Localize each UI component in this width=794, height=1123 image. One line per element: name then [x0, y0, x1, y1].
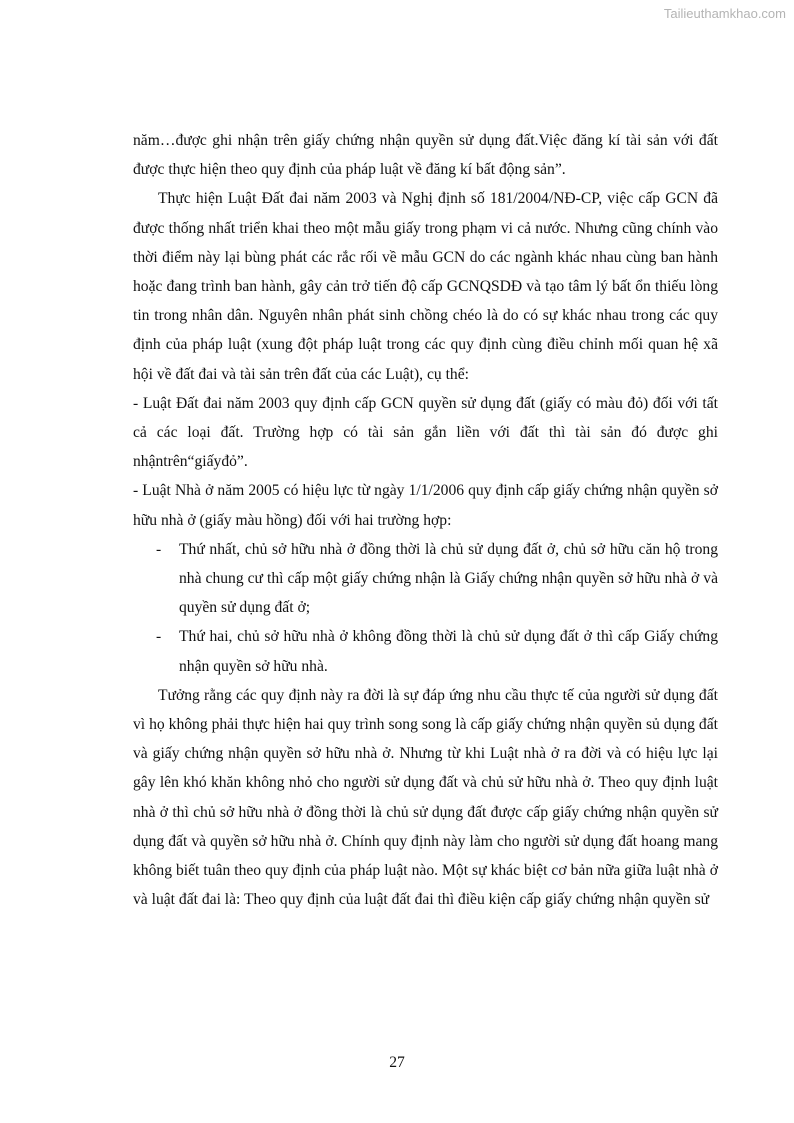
document-body [133, 126, 718, 914]
paragraph-2: Thực hiện Luật Đất đai năm 2003 và Nghị định số 181/2004/NĐ-CP, việc cấp GCN đã được thống nhất triển khai theo một mẫu giấy trong phạm vi cả nước. Nhưng cũng chính vào thời điểm này lại bùng phát các rắc rối về mẫu GCN do các ngành khác nhau cùng ban hành hoặc đang trình ban hành, gây cản trở tiến độ cấp GCNQSDĐ và tạo tâm lý bất ổn thiếu lòng tin trong nhân dân. Nguyên nhân phát sinh chồng chéo là do có sự khác nhau trong các quy định của pháp luật (xung đột pháp luật trong các quy định cùng điều chỉnh mối quan hệ xã hội về đất đai và tài sản trên đất của các Luật), cụ thể: [133, 190, 718, 383]
paragraph-land-law: - Luật Đất đai năm 2003 quy định cấp GCN quyền sử dụng đất (giấy có màu đỏ) đối với tất cả các loại đất. Trường hợp có tài sản gắn liền với đất thì tài sản đó được ghi nhậntrên“giấyđỏ”. [133, 394, 718, 471]
paragraph-1: năm…được ghi nhận trên giấy chứng nhận quyền sử dụng đất.Việc đăng kí tài sản với đất được thực hiện theo quy định của pháp luật về đăng kí bất động sản”. [133, 132, 718, 179]
bullet-text: Thứ nhất, chủ sở hữu nhà ở đồng thời là chủ sử dụng đất ở, chủ sở hữu căn hộ trong nhà chung cư thì cấp một giấy chứng nhận là Giấy chứng nhận quyền sở hữu nhà ở và quyền sử dụng đất ở; [179, 540, 718, 617]
bullet-item-first [133, 535, 718, 623]
page-number: 27 [389, 1054, 405, 1071]
paragraph-housing-law: - Luật Nhà ở năm 2005 có hiệu lực từ ngày 1/1/2006 quy định cấp giấy chứng nhận quyền sở hữu nhà ở (giấy màu hồng) đối với hai trường hợp: [133, 482, 718, 529]
bullet-item-second [133, 622, 718, 680]
paragraph-last: Tưởng rằng các quy định này ra đời là sự đáp ứng nhu cầu thực tế của người sử dụng đất vì họ không phải thực hiện hai quy trình song song là cấp giấy chứng nhận quyền sủ dụng đất và giấy chứng nhận quyền sở hữu nhà ở. Nhưng từ khi Luật nhà ở ra đời và có hiệu lực lại gây lên khó khăn không nhỏ cho người sử dụng đất và chủ sử hữu nhà ở. Theo quy định luật nhà ở thì chủ sở hữu nhà ở đồng thời là chủ sử dụng đất được cấp giấy chứng nhận quyền sử dụng đất và quyền sở hữu nhà ở. Chính quy định này làm cho người sử dụng đất hoang mang không biết tuân theo quy định của pháp luật nào. Một sự khác biệt cơ bản nữa giữa luật nhà ở và luật đất đai là: Theo quy định của luật đất đai thì điều kiện cấp giấy chứng nhận quyền sử [133, 686, 718, 909]
bullet-text: Thứ hai, chủ sở hữu nhà ở không đồng thời là chủ sử dụng đất ở thì cấp Giấy chứng nhận quyền sở hữu nhà. [179, 628, 718, 675]
watermark: Tailieuthamkhao.com [663, 6, 786, 21]
bullet-dash: - [156, 628, 162, 646]
bullet-dash: - [156, 540, 162, 558]
